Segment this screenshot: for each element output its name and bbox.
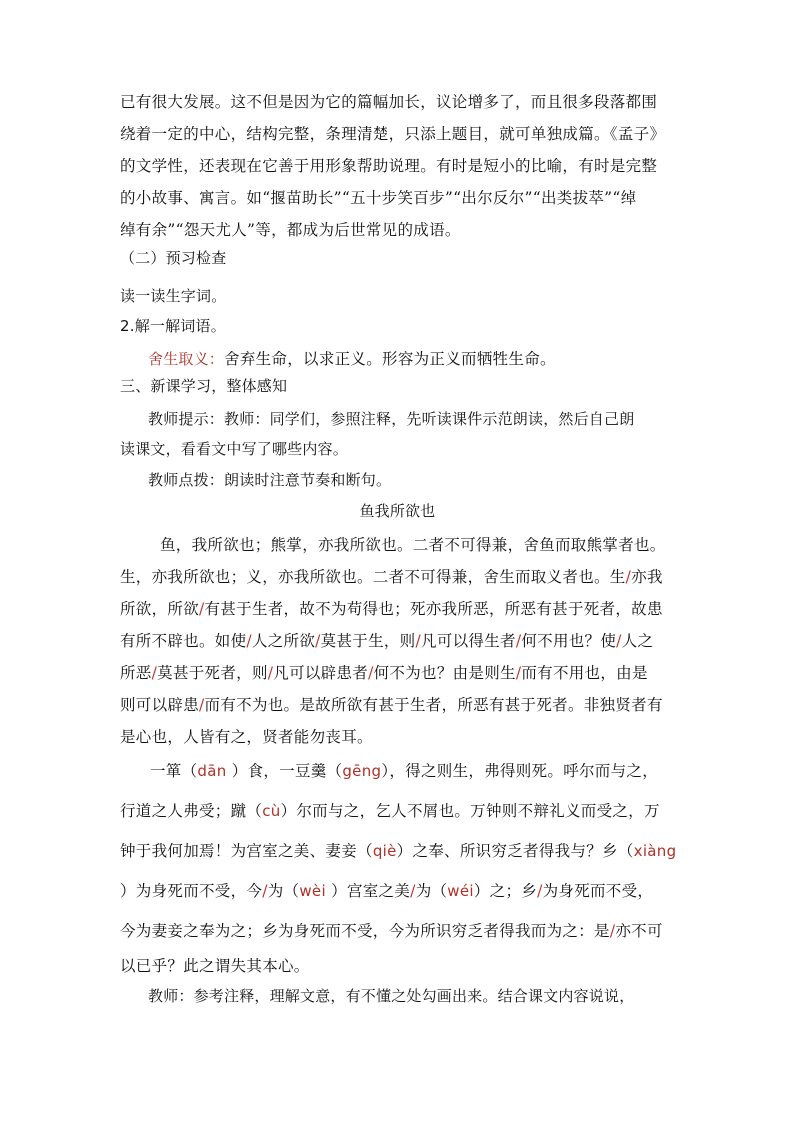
pinyin-annotation: qiè	[372, 842, 397, 860]
pause-mark: /	[515, 664, 522, 682]
pause-mark: /	[410, 882, 416, 900]
text-title: 鱼我所欲也	[359, 502, 436, 520]
pause-mark: /	[415, 632, 422, 650]
pause-mark: /	[246, 632, 252, 650]
teacher-hint-line-2: 读课文，看看文中写了哪些内容。	[120, 440, 349, 458]
text-line: ）为身死而不受，今/为（wèi ）宫室之美/为（wéi）之；乡/为身死而不受，	[120, 882, 654, 900]
text-line: 以已乎？此之谓失其本心。	[120, 957, 310, 975]
classical-paragraph-1	[120, 529, 675, 753]
pause-mark: /	[199, 696, 205, 714]
teacher-tip: 教师点拨：朗读时注意节奏和断句。	[148, 471, 392, 489]
instruction-explain-words: 2.解一解词语。	[120, 317, 226, 335]
teacher-hint-line-1: 教师提示：教师：同学们，参照注释，先听读课件示范朗读，然后自己朗	[148, 410, 635, 428]
teacher-final-instruction: 教师：参考注释，理解文意，有不懂之处勾画出来。结合课文内容说说，	[148, 987, 635, 1005]
pause-mark: /	[537, 882, 543, 900]
text-line: 生，亦我所欲也；义，亦我所欲也。二者不可得兼，舍生而取义者也。生/亦我	[120, 568, 663, 586]
section-heading-new-lesson: 三、新课学习，整体感知	[120, 377, 288, 395]
pause-mark: /	[267, 664, 274, 682]
section-heading-preview: （二）预习检查	[120, 249, 227, 267]
text-line: 一箪（dān ）食，一豆羹（gēng），得之则生，弗得则死。呼尔而与之，	[150, 762, 658, 780]
text-line: 则可以辟患/而有不为也。是故所欲有甚于生者，所恶有甚于死者。非独贤者有	[120, 696, 663, 714]
pinyin-annotation: dān	[197, 762, 227, 780]
pause-mark: /	[315, 632, 321, 650]
pinyin-annotation: gēng	[342, 762, 382, 780]
pinyin-annotation: wèi	[299, 882, 326, 900]
text-line: 是心也，人皆有之，贤者能勿丧耳。	[120, 728, 373, 746]
intro-line: 已有很大发展。这不但是因为它的篇幅加长，议论增多了，而且很多段落都围	[120, 93, 658, 111]
pause-mark: /	[616, 632, 622, 650]
intro-line: 的文学性，还表现在它善于用形象帮助说理。有时是短小的比喻，有时是完整	[120, 157, 658, 175]
classical-paragraph-2	[120, 751, 675, 981]
vocab-definition: 舍弃生命，以求正义。形容为正义而牺牲生命。	[224, 350, 556, 368]
text-line: 鱼，我所欲也；熊掌，亦我所欲也。二者不可得兼，舍鱼而取熊掌者也。	[160, 536, 666, 554]
intro-paragraph	[120, 86, 675, 246]
pause-mark: /	[262, 882, 268, 900]
pause-mark: /	[368, 664, 374, 682]
text-line: 行道之人弗受；蹴（cù）尔而与之，乞人不屑也。万钟则不辩礼义而受之，万	[120, 802, 660, 820]
intro-line: 绰有余”“怨天尤人”等，都成为后世常见的成语。	[120, 221, 461, 239]
pause-mark: /	[625, 568, 632, 586]
pinyin-annotation: wéi	[447, 882, 474, 900]
pause-mark: /	[151, 664, 158, 682]
pause-mark: /	[515, 632, 522, 650]
pinyin-annotation: cù	[262, 802, 281, 820]
vocab-entry	[148, 343, 703, 375]
pause-mark: /	[199, 600, 205, 618]
text-line: 有所不辟也。如使/人之所欲/莫甚于生，则/凡可以得生者/何不用也？使/人之	[120, 632, 654, 650]
text-line: 钟于我何加焉！为宫室之美、妻妾（qiè）之奉、所识穷乏者得我与？乡（xiàng	[120, 842, 677, 860]
pause-mark: /	[609, 922, 616, 940]
intro-line: 绕着一定的中心，结构完整，条理清楚，只添上题目，就可单独成篇。《孟子》	[120, 125, 666, 143]
text-line: 所恶/莫甚于死者，则/凡可以辟患者/何不为也？由是则生/而有不用也，由是	[120, 664, 648, 682]
pinyin-annotation: xiàng	[633, 842, 677, 860]
text-line: 今为妻妾之奉为之；乡为身死而不受，今为所识穷乏者得我而为之：是/亦不可	[120, 922, 663, 940]
intro-line: 的小故事、寓言。如“揠苗助长”“五十步笑百步”“出尔反尔”“出类拔萃”“绰	[120, 189, 637, 207]
vocab-term: 舍生取义：	[148, 350, 225, 368]
text-line: 所欲，所欲/有甚于生者，故不为苟得也；死亦我所恶，所恶有甚于死者，故患	[120, 600, 663, 618]
instruction-read-words: 读一读生字词。	[120, 287, 227, 305]
